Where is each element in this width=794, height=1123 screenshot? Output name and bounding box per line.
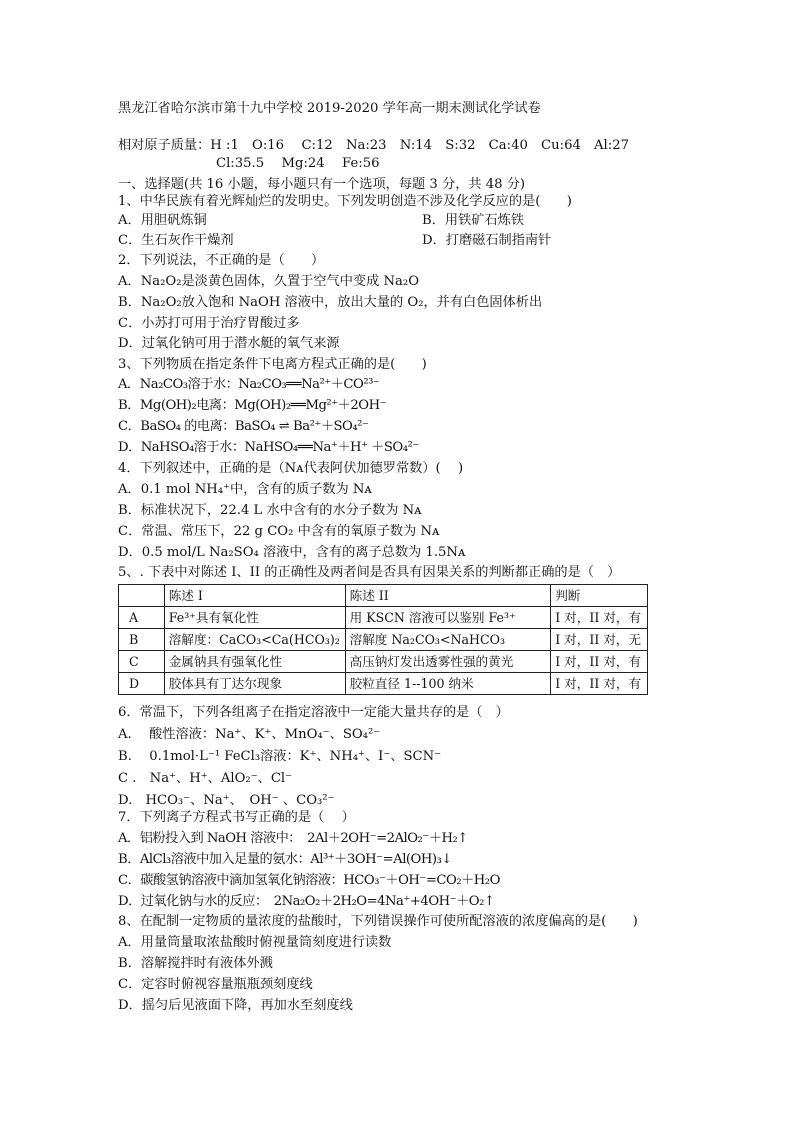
q7-option-b: B．AlCl₃溶液中加入足量的氨水：Al³⁺＋3OH⁻=Al(OH)₃↓ — [118, 852, 452, 867]
table-header-cell: 判断 — [551, 585, 648, 607]
table-cell: B — [119, 629, 165, 651]
table-cell: 高压钠灯发出透雾性强的黄光 — [345, 651, 551, 673]
table-row — [119, 629, 648, 651]
atomic-masses-line-1: 相对原子质量：H :1 O:16 C:12 Na:23 N:14 S:32 Ca:40 Cu:64 Al:27 — [118, 138, 630, 153]
q2-option-d: D．过氧化钠可用于潜水艇的氧气来源 — [118, 336, 340, 351]
table-row — [119, 673, 648, 695]
table-cell: 胶粒直径 1--100 纳米 — [345, 673, 551, 695]
q8-stem: 8、在配制一定物质的量浓度的盐酸时，下列错误操作可使所配溶液的浓度偏高的是( ) — [118, 914, 638, 929]
table-cell: 金属钠具有强氧化性 — [164, 651, 345, 673]
table-cell: I 对，II 对，有 — [551, 673, 648, 695]
section-heading: 一、选择题(共 16 小题，每小题只有一个选项，每题 3 分，共 48 分) — [118, 177, 526, 192]
q2-option-a: A．Na₂O₂是淡黄色固体，久置于空气中变成 Na₂O — [118, 274, 419, 289]
q8-option-b: B．溶解搅拌时有液体外溅 — [118, 956, 273, 971]
q3-option-a: A．Na₂CO₃溶于水：Na₂CO₃══Na²⁺＋CO²³⁻ — [118, 377, 380, 392]
q4-option-b: B．标准状况下，22.4 L 水中含有的水分子数为 Nᴀ — [118, 503, 422, 518]
q1-option-c: C．生石灰作干燥剂 — [118, 233, 234, 248]
q2-stem: 2．下列说法，不正确的是（ ） — [118, 253, 325, 268]
q2-option-c: C．小苏打可用于治疗胃酸过多 — [118, 316, 300, 331]
table-header-row — [119, 585, 648, 607]
q1-option-d: D．打磨磁石制指南针 — [422, 233, 552, 248]
table-cell: I 对，II 对，无 — [551, 629, 648, 651]
table-cell: 溶解度 Na₂CO₃<NaHCO₃ — [345, 629, 551, 651]
table-cell: C — [119, 651, 165, 673]
q8-option-d: D．摇匀后见液面下降，再加水至刻度线 — [118, 998, 353, 1013]
table-header-cell: 陈述 I — [164, 585, 345, 607]
q1-option-b: B．用铁矿石炼铁 — [422, 213, 525, 228]
q6-option-b: B. 0.1mol·L⁻¹ FeCl₃溶液：K⁺、NH₄⁺、I⁻、SCN⁻ — [118, 749, 442, 764]
table-row — [119, 651, 648, 673]
table-cell: 用 KSCN 溶液可以鉴别 Fe³⁺ — [345, 607, 551, 629]
table-cell: I 对，II 对，有 — [551, 607, 648, 629]
table-row — [119, 607, 648, 629]
q8-option-c: C．定容时俯视容量瓶瓶颈刻度线 — [118, 977, 313, 992]
table-header-cell: 陈述 II — [345, 585, 551, 607]
table-cell: 胶体具有丁达尔现象 — [164, 673, 345, 695]
q6-option-d: D. HCO₃⁻、Na⁺、 OH⁻ 、CO₃²⁻ — [118, 793, 335, 808]
table-cell: I 对，II 对，有 — [551, 651, 648, 673]
exam-title: 黑龙江省哈尔滨市第十九中学校 2019-2020 学年高一期末测试化学试卷 — [118, 101, 541, 116]
table-cell: A — [119, 607, 165, 629]
table-header-cell — [119, 585, 165, 607]
atomic-masses-line-2: Cl:35.5 Mg:24 Fe:56 — [216, 156, 380, 171]
q7-option-c: C．碳酸氢钠溶液中滴加氢氧化钠溶液：HCO₃⁻＋OH⁻=CO₂＋H₂O — [118, 873, 500, 888]
q2-option-b: B．Na₂O₂放入饱和 NaOH 溶液中，放出大量的 O₂，并有白色固体析出 — [118, 295, 543, 310]
table-cell: 溶解度：CaCO₃<Ca(HCO₃)₂ — [164, 629, 345, 651]
q3-option-c: C．BaSO₄ 的电离：BaSO₄ ⇌ Ba²⁺＋SO₄²⁻ — [118, 419, 369, 434]
q4-stem: 4．下列叙述中，正确的是（Nᴀ代表阿伏加德罗常数）( ) — [118, 461, 464, 476]
q6-option-a: A. 酸性溶液：Na⁺、K⁺、MnO₄⁻、SO₄²⁻ — [118, 727, 381, 742]
q7-option-d: D．过氧化钠与水的反应： 2Na₂O₂＋2H₂O=4Na⁺+4OH⁻＋O₂↑ — [118, 894, 495, 909]
q3-option-d: D．NaHSO₄溶于水：NaHSO₄══Na⁺＋H⁺ ＋SO₄²⁻ — [118, 440, 419, 455]
q6-stem: 6．常温下，下列各组离子在指定溶液中一定能大量共存的是（ ） — [118, 705, 509, 720]
q7-option-a: A．铝粉投入到 NaOH 溶液中： 2Al＋2OH⁻=2AlO₂⁻＋H₂↑ — [118, 831, 468, 846]
q7-stem: 7．下列离子方程式书写正确的是（ ） — [118, 810, 355, 825]
q5-stem: 5、. 下表中对陈述 I、II 的正确性及两者间是否具有因果关系的判断都正确的是（ ） — [118, 565, 621, 580]
q1-option-a: A．用胆矾炼铜 — [118, 213, 207, 228]
q3-option-b: B．Mg(OH)₂电离：Mg(OH)₂══Mg²⁺＋2OH⁻ — [118, 398, 387, 413]
q5-table — [118, 584, 648, 695]
table-cell: D — [119, 673, 165, 695]
q1-stem: 1、中华民族有着光辉灿烂的发明史。下列发明创造不涉及化学反应的是( ) — [118, 194, 572, 209]
q6-option-c: C . Na⁺、H⁺、AlO₂⁻、Cl⁻ — [118, 771, 293, 786]
q4-option-c: C．常温、常压下，22 g CO₂ 中含有的氧原子数为 Nᴀ — [118, 524, 440, 539]
q8-option-a: A．用量筒量取浓盐酸时俯视量筒刻度进行读数 — [118, 935, 392, 950]
q3-stem: 3、下列物质在指定条件下电离方程式正确的是( ) — [118, 357, 427, 372]
q4-option-a: A．0.1 mol NH₄⁺中，含有的质子数为 Nᴀ — [118, 482, 372, 497]
q4-option-d: D．0.5 mol/L Na₂SO₄ 溶液中，含有的离子总数为 1.5Nᴀ — [118, 545, 466, 560]
table-cell: Fe³⁺具有氧化性 — [164, 607, 345, 629]
